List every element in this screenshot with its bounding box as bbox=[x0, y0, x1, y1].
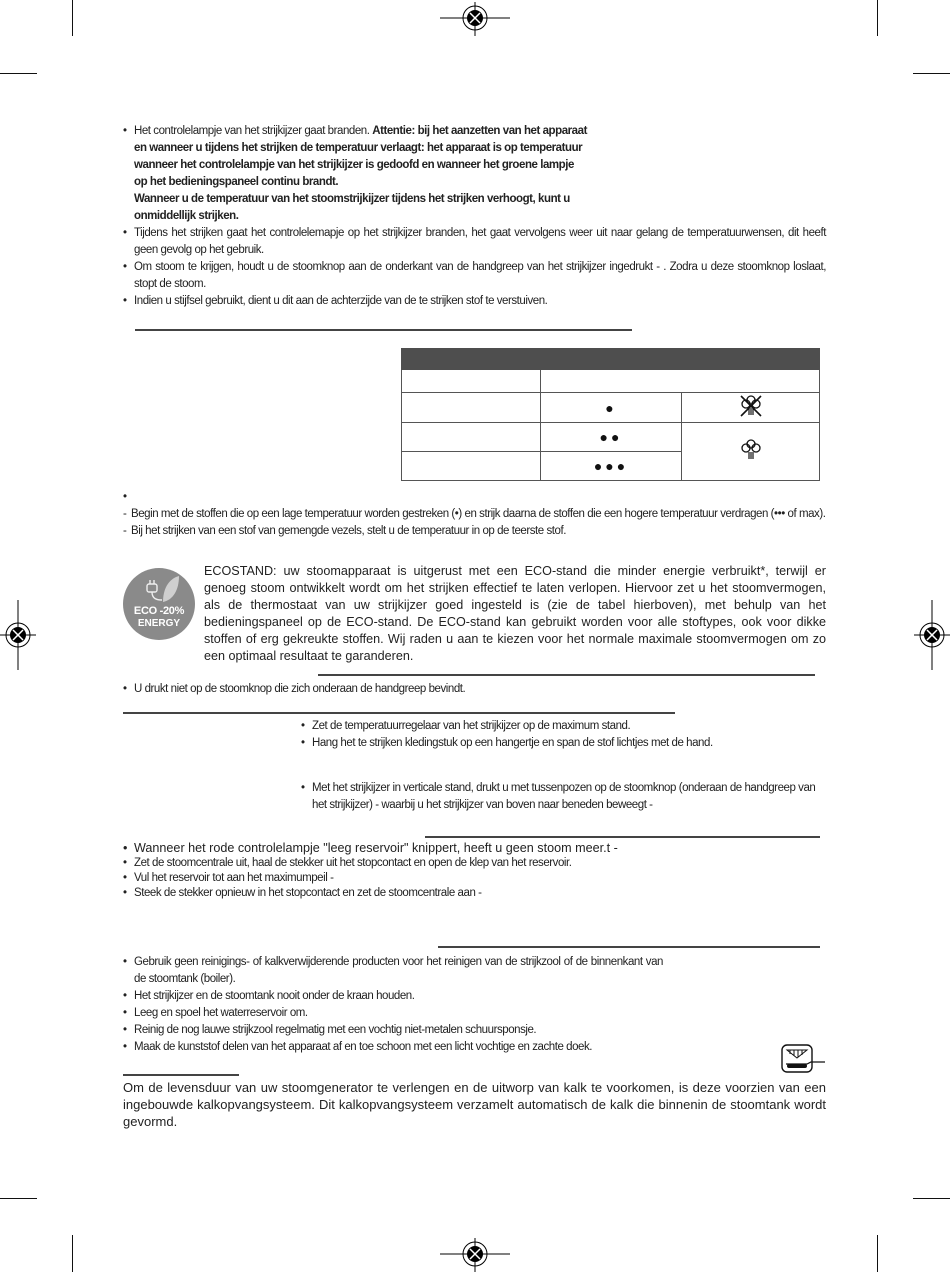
registration-mark-icon bbox=[0, 600, 36, 670]
crop-mark bbox=[0, 1198, 37, 1199]
no-steam-icon bbox=[738, 393, 764, 419]
section-rule bbox=[438, 946, 820, 948]
anti-scale-soleplate-icon bbox=[781, 1044, 827, 1074]
table-cell-label bbox=[402, 393, 541, 423]
section-rule bbox=[425, 836, 820, 838]
table-cell-setting bbox=[541, 370, 820, 393]
warning-text-2: Wanneer u de temperatuur van het stoomstrijkijzer tijdens het strijken verhoogt, kunt u onmiddellijk strijken. bbox=[134, 193, 570, 222]
bullet-item: • Om stoom te krijgen, houdt u de stoomknop aan de onderkant van de handgreep van het strijkijzer ingedrukt - . Zodra u deze stoomknop loslaat, stopt de stoom. bbox=[123, 259, 826, 293]
table-cell-steam bbox=[682, 393, 820, 423]
eco-energy-badge bbox=[123, 568, 195, 640]
table-header-cell bbox=[402, 349, 820, 370]
tips-bullet: • bbox=[123, 491, 127, 503]
registration-mark-icon bbox=[440, 1238, 510, 1272]
maintenance-list bbox=[123, 954, 663, 1056]
anti-scale-description: Om de levensduur van uw stoomgenerator te verlengen en de uitworp van kalk te voorkomen, is deze voorzien van een ingebouwde kalkopvangsysteem. Dit kalkopvangsysteem verzamelt automatisch de kalk die binnenin de stoomtank wordt gevormd. bbox=[123, 1080, 826, 1129]
bullet-item: • Zet de temperatuurregelaar van het strijkijzer op de maximum stand. bbox=[301, 718, 805, 735]
bullet-item: • Zet de stoomcentrale uit, haal de stekker uit het stopcontact en open de klep van het reservoir. bbox=[123, 856, 826, 871]
plug-leaf-icon bbox=[141, 574, 181, 604]
registration-mark-icon bbox=[440, 2, 510, 36]
bullet-item: • U drukt niet op de stoomknop die zich onderaan de handgreep bevindt. bbox=[123, 681, 826, 698]
bullet-item: • Steek de stekker opnieuw in het stopcontact en zet de stoomcentrale aan - bbox=[123, 886, 826, 901]
bullet-item: • Leeg en spoel het waterreservoir om. bbox=[123, 1005, 663, 1022]
section-rule bbox=[318, 674, 815, 676]
table-cell-steam bbox=[682, 423, 820, 481]
tip-item: - Begin met de stoffen die op een lage temperatuur worden gestreken (•) en strijk daarna de stoffen die een hogere temperatuur verdragen (••• of max). bbox=[123, 506, 826, 523]
crop-mark bbox=[877, 1235, 878, 1272]
warning-text: Attentie: bij het aanzetten van het apparaat en wanneer u tijdens het strijken de temperatuur verlaagt: het apparaat is op temperatuur wanneer het controlelampje van het strijkijzer is gedoofd en wanneer het groene lampje op het bedieningspaneel continu brandt. bbox=[134, 125, 587, 188]
registration-mark-icon bbox=[914, 600, 950, 670]
table-cell-label bbox=[402, 423, 541, 452]
bullet-item: • Tijdens het strijken gaat het controlelemapje op het strijkijzer branden, het gaat vervolgens weer uit naar gelang de temperatuurwensen, dit heeft geen gevolg op het gebruik. bbox=[123, 225, 826, 259]
table-header-row bbox=[402, 349, 820, 370]
section-rule bbox=[123, 1074, 239, 1076]
eco-description: ECOSTAND: uw stoomapparaat is uitgerust met een ECO-stand die minder energie verbruikt*, terwijl er genoeg stoom ontwikkelt wordt om het strijken effectief te laten verlopen. Hiervoor zet u het stoomvermogen, als de thermostaat van uw strijkijzer goed ingesteld is (zie de tabel hierboven), met behulp van het bedieningspaneel op de ECO-stand. De ECO-stand kan gebruikt worden voor alle stoftypes, ook voor dikke stoffen of erg gekreukte stoffen. Wij raden u aan te kiezen voor het normale maximale stoomvermogen om zo een optimaal resultaat te garanderen. bbox=[204, 564, 826, 663]
ironing-tips bbox=[123, 489, 826, 540]
bullet-item: • Vul het reservoir tot aan het maximumpeil - bbox=[123, 871, 826, 886]
crop-mark bbox=[877, 0, 878, 36]
section-rule bbox=[123, 712, 675, 714]
intro-bullet-warning bbox=[123, 123, 588, 225]
table-cell-setting: ●● bbox=[541, 423, 682, 452]
crop-mark bbox=[72, 1235, 73, 1272]
bullet-item: • Maak de kunststof delen van het apparaat af en toe schoon met een licht vochtige en zachte doek. bbox=[123, 1039, 663, 1056]
crop-mark bbox=[913, 1198, 950, 1199]
table-cell-label bbox=[402, 370, 541, 393]
eco-badge-line1: ECO -20% bbox=[133, 605, 185, 617]
bullet-item: • Wanneer het rode controlelampje "leeg reservoir" knippert, heeft u geen stoom meer.t - bbox=[123, 841, 826, 856]
dry-ironing-list bbox=[123, 681, 826, 698]
intro-text: Het controlelampje van het strijkijzer gaat branden. bbox=[134, 125, 373, 137]
crop-mark bbox=[0, 73, 37, 74]
bullet-item: • Gebruik geen reinigings- of kalkverwijderende producten voor het reinigen van de strijkzool of de binnenkant van de stoomtank (boiler). bbox=[123, 954, 663, 988]
table-cell-label bbox=[402, 452, 541, 481]
table-cell-setting: ● bbox=[541, 393, 682, 423]
refill-list bbox=[123, 841, 826, 901]
tip-item: - Bij het strijken van een stof van gemengde vezels, stelt u de temperatuur in op de teerste stof. bbox=[123, 523, 826, 540]
vertical-steam-list-b bbox=[301, 780, 827, 814]
table-row bbox=[402, 423, 820, 452]
intro-bullet-list bbox=[123, 225, 826, 310]
bullet-item: • Hang het te strijken kledingstuk op een hangertje en span de stof lichtjes met de hand. bbox=[301, 735, 805, 752]
bullet-item: • Reinig de nog lauwe strijkzool regelmatig met een vochtig niet-metalen schuursponsje. bbox=[123, 1022, 663, 1039]
vertical-steam-list-a bbox=[301, 718, 805, 752]
table-row bbox=[402, 370, 820, 393]
crop-mark bbox=[72, 0, 73, 36]
bullet-item: • Met het strijkijzer in verticale stand, drukt u met tussenpozen op de stoomknop (onderaan de handgreep van het strijkijzer) - waarbij u het strijkijzer van boven naar beneden beweegt - bbox=[301, 780, 827, 814]
eco-badge-line2: ENERGY bbox=[137, 618, 181, 629]
bullet-item: • Indien u stijfsel gebruikt, dient u dit aan de achterzijde van de te strijken stof te verstuiven. bbox=[123, 293, 826, 310]
temperature-table bbox=[401, 348, 820, 481]
section-rule bbox=[135, 329, 632, 331]
table-row bbox=[402, 393, 820, 423]
crop-mark bbox=[913, 73, 950, 74]
steam-icon bbox=[738, 437, 764, 463]
table-cell-setting: ●●● bbox=[541, 452, 682, 481]
bullet-item: • Het strijkijzer en de stoomtank nooit onder de kraan houden. bbox=[123, 988, 663, 1005]
